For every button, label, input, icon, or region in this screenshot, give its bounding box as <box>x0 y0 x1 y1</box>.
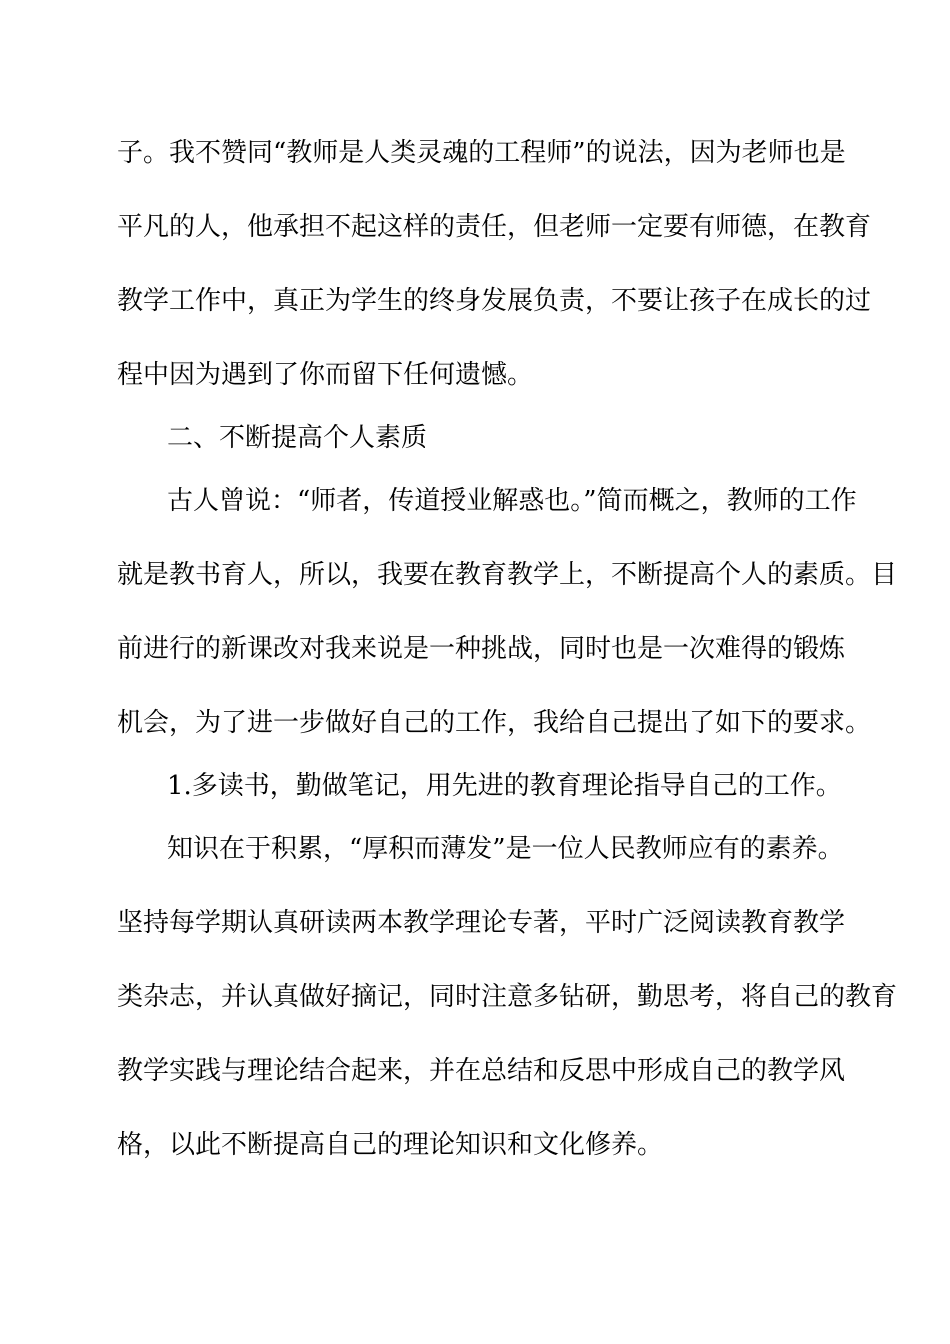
text-line-15: 格，以此不断提高自己的理论知识和文化修养。 <box>117 1130 664 1160</box>
text-line-8: 前进行的新课改对我来说是一种挑战，同时也是一次难得的锻炼 <box>117 634 846 664</box>
text-line-13: 类杂志，并认真做好摘记，同时注意多钻研，勤思考，将自己的教育 <box>117 982 898 1012</box>
text-line-9: 机会，为了进一步做好自己的工作，我给自己提出了如下的要求。 <box>117 708 872 738</box>
text-line-3: 教学工作中，真正为学生的终身发展负责，不要让孩子在成长的过 <box>117 286 872 316</box>
text-line-11: 知识在于积累，“厚积而薄发”是一位人民教师应有的素养。 <box>167 834 844 864</box>
text-line-2: 平凡的人，他承担不起这样的责任，但老师一定要有师德，在教育 <box>117 212 872 242</box>
section-heading: 二、不断提高个人素质 <box>167 423 428 453</box>
text-line-7: 就是教书育人，所以，我要在教育教学上，不断提高个人的素质。目 <box>117 560 898 590</box>
text-line-6: 古人曾说：“师者，传道授业解惑也。”简而概之，教师的工作 <box>167 486 857 516</box>
text-line-4: 程中因为遇到了你而留下任何遗憾。 <box>117 360 534 390</box>
text-line-14: 教学实践与理论结合起来，并在总结和反思中形成自己的教学风 <box>117 1056 846 1086</box>
text-line-12: 坚持每学期认真研读两本教学理论专著，平时广泛阅读教育教学 <box>117 908 846 938</box>
text-line-1: 子。我不赞同“教师是人类灵魂的工程师”的说法，因为老师也是 <box>117 138 846 168</box>
list-item-heading: 1.多读书，勤做笔记，用先进的教育理论指导自己的工作。 <box>167 771 842 801</box>
